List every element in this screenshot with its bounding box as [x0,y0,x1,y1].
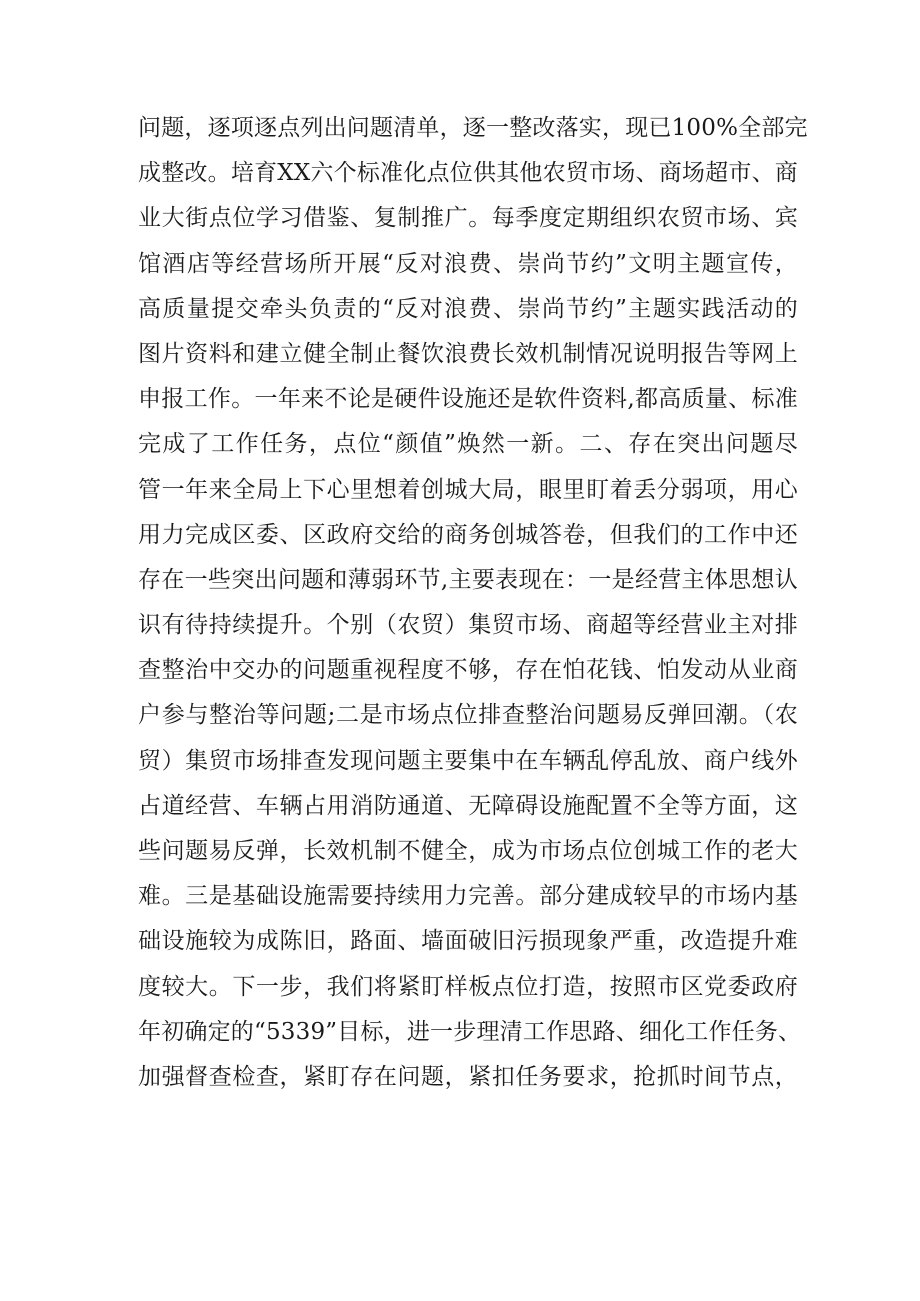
text-line: 些问题易反弹，长效机制不健全，成为市场点位创城工作的老大 [138,838,798,864]
text-line: 查整治中交办的问题重视程度不够，存在怕花钱、怕发动从业商 [138,657,798,684]
text-line: 占道经营、车辆占用消防通道、无障碍设施配置不全等方面，这 [138,792,798,819]
text-line: 完成了工作任务，点位“颜值”焕然一新。二、存在突出问题尽 [138,431,798,458]
text-line: 图片资料和建立健全制止餐饮浪费长效机制情况说明报告等网上 [138,340,798,367]
text-line: 贸）集贸市场排查发现问题主要集中在车辆乱停乱放、商户线外 [138,747,798,774]
body-text [138,106,808,1100]
text-line: 存在一些突出问题和薄弱环节,主要表现在：一是经营主体思想认 [138,566,798,593]
text-line: 度较大。下一步，我们将紧盯样板点位打造，按照市区党委政府 [138,973,798,1000]
text-line: 问题，逐项逐点列出问题清单，逐一整改落实，现已100%全部完 [138,115,808,141]
text-line: 申报工作。一年来不论是硬件设施还是软件资料,都高质量、标准 [138,386,798,413]
text-line: 加强督查检查，紧盯存在问题，紧扣任务要求，抢抓时间节点， [138,1063,798,1090]
text-line: 用力完成区委、区政府交给的商务创城答卷，但我们的工作中还 [138,521,798,548]
text-line: 难。三是基础设施需要持续用力完善。部分建成较早的市场内基 [138,883,798,910]
text-line: 础设施较为成陈旧，路面、墙面破旧污损现象严重，改造提升难 [138,928,798,955]
text-line: 馆酒店等经营场所开展“反对浪费、崇尚节约”文明主题宣传， [138,250,798,277]
text-line: 年初确定的“5339”目标，进一步理清工作思路、细化工作任务、 [138,1018,802,1045]
text-line: 业大街点位学习借鉴、复制推广。每季度定期组织农贸市场、宾 [138,205,798,232]
text-line: 成整改。培育XX六个标准化点位供其他农贸市场、商场超市、商 [138,160,798,187]
text-line: 识有待持续提升。个别（农贸）集贸市场、商超等经营业主对排 [138,612,798,639]
text-line: 管一年来全局上下心里想着创城大局，眼里盯着丢分弱项，用心 [138,476,798,503]
text-line: 高质量提交牵头负责的“反对浪费、崇尚节约”主题实践活动的 [138,295,798,322]
text-line: 户参与整治等问题;二是市场点位排查整治问题易反弹回潮。（农 [138,702,798,729]
